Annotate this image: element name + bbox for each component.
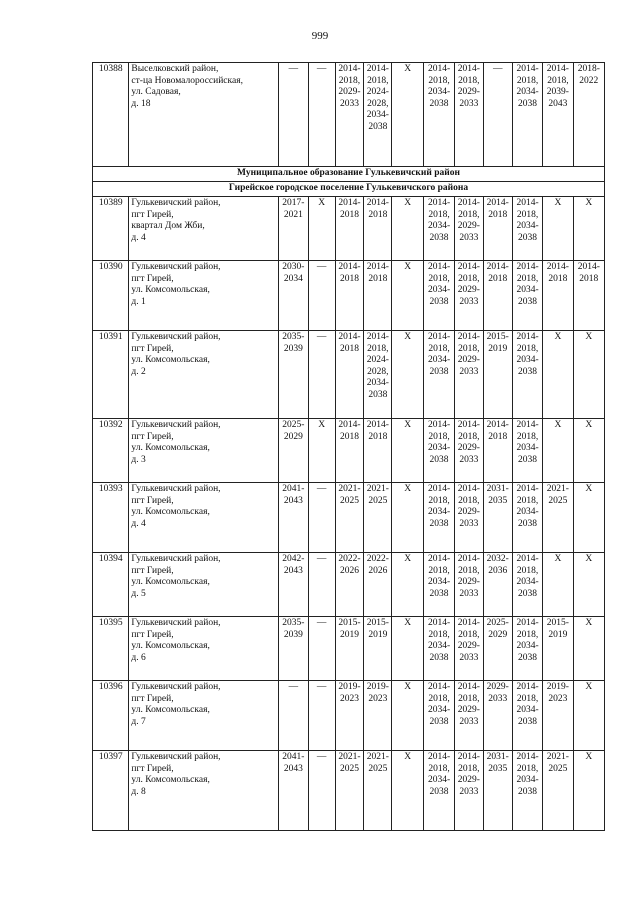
table-row: [93, 681, 605, 751]
period-cell: —: [279, 681, 308, 751]
period-cell: 2031- 2035: [483, 483, 512, 553]
period-cell: 2014- 2018: [335, 331, 363, 419]
row-number: 10389: [93, 197, 129, 261]
section-title: Муниципальное образование Гулькевичский район: [93, 167, 605, 182]
register-table-body: [93, 63, 605, 831]
period-cell: 2030- 2034: [279, 261, 308, 331]
period-cell: 2014- 2018, 2034- 2038: [512, 751, 542, 831]
period-cell: —: [308, 617, 335, 681]
period-cell: X: [392, 483, 423, 553]
address-cell: Гулькевичский район, пгт Гирей, ул. Комсомольская, д. 2: [129, 331, 279, 419]
period-cell: X: [573, 553, 604, 617]
period-cell: 2014- 2018: [364, 197, 392, 261]
period-cell: —: [308, 751, 335, 831]
period-cell: 2014- 2018, 2034- 2038: [423, 197, 454, 261]
address-cell: Гулькевичский район, пгт Гирей, квартал Дом Жби, д. 4: [129, 197, 279, 261]
period-cell: 2015- 2019: [335, 617, 363, 681]
row-number: 10396: [93, 681, 129, 751]
period-cell: X: [573, 681, 604, 751]
period-cell: 2014- 2018, 2024- 2028, 2034- 2038: [364, 63, 392, 167]
period-cell: X: [573, 751, 604, 831]
period-cell: —: [483, 63, 512, 167]
period-cell: 2014- 2018, 2034- 2038: [423, 261, 454, 331]
period-cell: 2014- 2018, 2034- 2038: [423, 483, 454, 553]
period-cell: 2032- 2036: [483, 553, 512, 617]
section-title: Гирейское городское поселение Гулькевичского района: [93, 182, 605, 197]
table-row: [93, 483, 605, 553]
period-cell: X: [392, 419, 423, 483]
period-cell: —: [308, 553, 335, 617]
period-cell: X: [392, 553, 423, 617]
period-cell: 2021- 2025: [543, 483, 573, 553]
period-cell: 2014- 2018, 2029- 2033: [455, 197, 483, 261]
address-cell: Гулькевичский район, пгт Гирей, ул. Комсомольская, д. 5: [129, 553, 279, 617]
period-cell: 2014- 2018: [483, 419, 512, 483]
period-cell: X: [308, 197, 335, 261]
period-cell: 2014- 2018, 2034- 2038: [512, 63, 542, 167]
period-cell: 2015- 2019: [364, 617, 392, 681]
address-cell: Гулькевичский район, пгт Гирей, ул. Комсомольская, д. 1: [129, 261, 279, 331]
address-cell: Гулькевичский район, пгт Гирей, ул. Комсомольская, д. 3: [129, 419, 279, 483]
table-row: [93, 419, 605, 483]
period-cell: X: [543, 419, 573, 483]
period-cell: X: [308, 419, 335, 483]
section-row: [93, 167, 605, 182]
period-cell: 2014- 2018, 2034- 2038: [423, 553, 454, 617]
period-cell: 2014- 2018: [483, 197, 512, 261]
address-cell: Гулькевичский район, пгт Гирей, ул. Комсомольская, д. 4: [129, 483, 279, 553]
period-cell: 2014- 2018, 2029- 2033: [455, 751, 483, 831]
period-cell: X: [392, 63, 423, 167]
address-cell: Выселковский район, ст-ца Новомалороссийская, ул. Садовая, д. 18: [129, 63, 279, 167]
period-cell: 2029- 2033: [483, 681, 512, 751]
period-cell: X: [392, 617, 423, 681]
period-cell: 2017- 2021: [279, 197, 308, 261]
period-cell: 2014- 2018, 2034- 2038: [423, 331, 454, 419]
period-cell: X: [573, 197, 604, 261]
period-cell: 2014- 2018, 2024- 2028, 2034- 2038: [364, 331, 392, 419]
table-row: [93, 331, 605, 419]
period-cell: X: [573, 483, 604, 553]
address-cell: Гулькевичский район, пгт Гирей, ул. Комсомольская, д. 7: [129, 681, 279, 751]
period-cell: 2042- 2043: [279, 553, 308, 617]
section-row: [93, 182, 605, 197]
period-cell: 2014- 2018, 2034- 2038: [512, 617, 542, 681]
period-cell: 2041- 2043: [279, 483, 308, 553]
period-cell: 2014- 2018, 2039- 2043: [543, 63, 573, 167]
period-cell: 2014- 2018, 2034- 2038: [423, 681, 454, 751]
address-cell: Гулькевичский район, пгт Гирей, ул. Комсомольская, д. 8: [129, 751, 279, 831]
period-cell: X: [543, 553, 573, 617]
table-row: [93, 63, 605, 167]
period-cell: 2019- 2023: [364, 681, 392, 751]
period-cell: 2025- 2029: [483, 617, 512, 681]
period-cell: X: [573, 617, 604, 681]
period-cell: 2014- 2018: [483, 261, 512, 331]
period-cell: 2014- 2018, 2029- 2033: [455, 331, 483, 419]
period-cell: X: [392, 261, 423, 331]
period-cell: 2014- 2018, 2029- 2033: [455, 419, 483, 483]
period-cell: X: [392, 331, 423, 419]
period-cell: 2014- 2018, 2034- 2038: [512, 331, 542, 419]
period-cell: —: [308, 483, 335, 553]
period-cell: 2014- 2018, 2034- 2038: [423, 419, 454, 483]
period-cell: —: [308, 681, 335, 751]
period-cell: 2022- 2026: [364, 553, 392, 617]
period-cell: 2014- 2018, 2029- 2033: [455, 63, 483, 167]
period-cell: 2014- 2018, 2029- 2033: [455, 483, 483, 553]
period-cell: 2019- 2023: [543, 681, 573, 751]
period-cell: 2021- 2025: [364, 751, 392, 831]
period-cell: 2021- 2025: [543, 751, 573, 831]
period-cell: —: [308, 261, 335, 331]
row-number: 10394: [93, 553, 129, 617]
period-cell: 2014- 2018, 2034- 2038: [512, 681, 542, 751]
period-cell: 2022- 2026: [335, 553, 363, 617]
period-cell: 2014- 2018: [364, 419, 392, 483]
period-cell: 2014- 2018: [335, 261, 363, 331]
period-cell: 2014- 2018, 2034- 2038: [423, 617, 454, 681]
table-row: [93, 197, 605, 261]
period-cell: 2015- 2019: [483, 331, 512, 419]
period-cell: —: [308, 331, 335, 419]
period-cell: 2019- 2023: [335, 681, 363, 751]
row-number: 10393: [93, 483, 129, 553]
period-cell: 2014- 2018, 2034- 2038: [423, 751, 454, 831]
period-cell: 2014- 2018, 2034- 2038: [423, 63, 454, 167]
row-number: 10390: [93, 261, 129, 331]
table-row: [93, 617, 605, 681]
period-cell: 2014- 2018, 2034- 2038: [512, 483, 542, 553]
period-cell: 2014- 2018: [573, 261, 604, 331]
table-row: [93, 553, 605, 617]
period-cell: 2021- 2025: [335, 483, 363, 553]
period-cell: 2035- 2039: [279, 331, 308, 419]
period-cell: X: [543, 197, 573, 261]
period-cell: X: [392, 197, 423, 261]
period-cell: 2018- 2022: [573, 63, 604, 167]
period-cell: 2021- 2025: [364, 483, 392, 553]
period-cell: —: [279, 63, 308, 167]
period-cell: X: [573, 419, 604, 483]
period-cell: —: [308, 63, 335, 167]
period-cell: 2014- 2018: [335, 419, 363, 483]
register-table: [92, 62, 605, 831]
period-cell: X: [392, 681, 423, 751]
page-number: 999: [311, 30, 329, 42]
row-number: 10392: [93, 419, 129, 483]
row-number: 10395: [93, 617, 129, 681]
period-cell: 2014- 2018: [364, 261, 392, 331]
row-number: 10388: [93, 63, 129, 167]
period-cell: 2014- 2018, 2034- 2038: [512, 197, 542, 261]
period-cell: 2014- 2018, 2034- 2038: [512, 261, 542, 331]
period-cell: 2031- 2035: [483, 751, 512, 831]
period-cell: 2014- 2018, 2029- 2033: [455, 681, 483, 751]
period-cell: 2014- 2018, 2034- 2038: [512, 419, 542, 483]
period-cell: 2014- 2018: [543, 261, 573, 331]
period-cell: 2015- 2019: [543, 617, 573, 681]
period-cell: 2025- 2029: [279, 419, 308, 483]
period-cell: X: [543, 331, 573, 419]
address-cell: Гулькевичский район, пгт Гирей, ул. Комсомольская, д. 6: [129, 617, 279, 681]
table-row: [93, 751, 605, 831]
period-cell: 2014- 2018, 2029- 2033: [335, 63, 363, 167]
period-cell: 2035- 2039: [279, 617, 308, 681]
period-cell: 2014- 2018, 2034- 2038: [512, 553, 542, 617]
period-cell: 2014- 2018, 2029- 2033: [455, 261, 483, 331]
period-cell: 2041- 2043: [279, 751, 308, 831]
row-number: 10391: [93, 331, 129, 419]
period-cell: 2021- 2025: [335, 751, 363, 831]
period-cell: X: [392, 751, 423, 831]
period-cell: X: [573, 331, 604, 419]
period-cell: 2014- 2018, 2029- 2033: [455, 553, 483, 617]
table-row: [93, 261, 605, 331]
period-cell: 2014- 2018, 2029- 2033: [455, 617, 483, 681]
period-cell: 2014- 2018: [335, 197, 363, 261]
row-number: 10397: [93, 751, 129, 831]
